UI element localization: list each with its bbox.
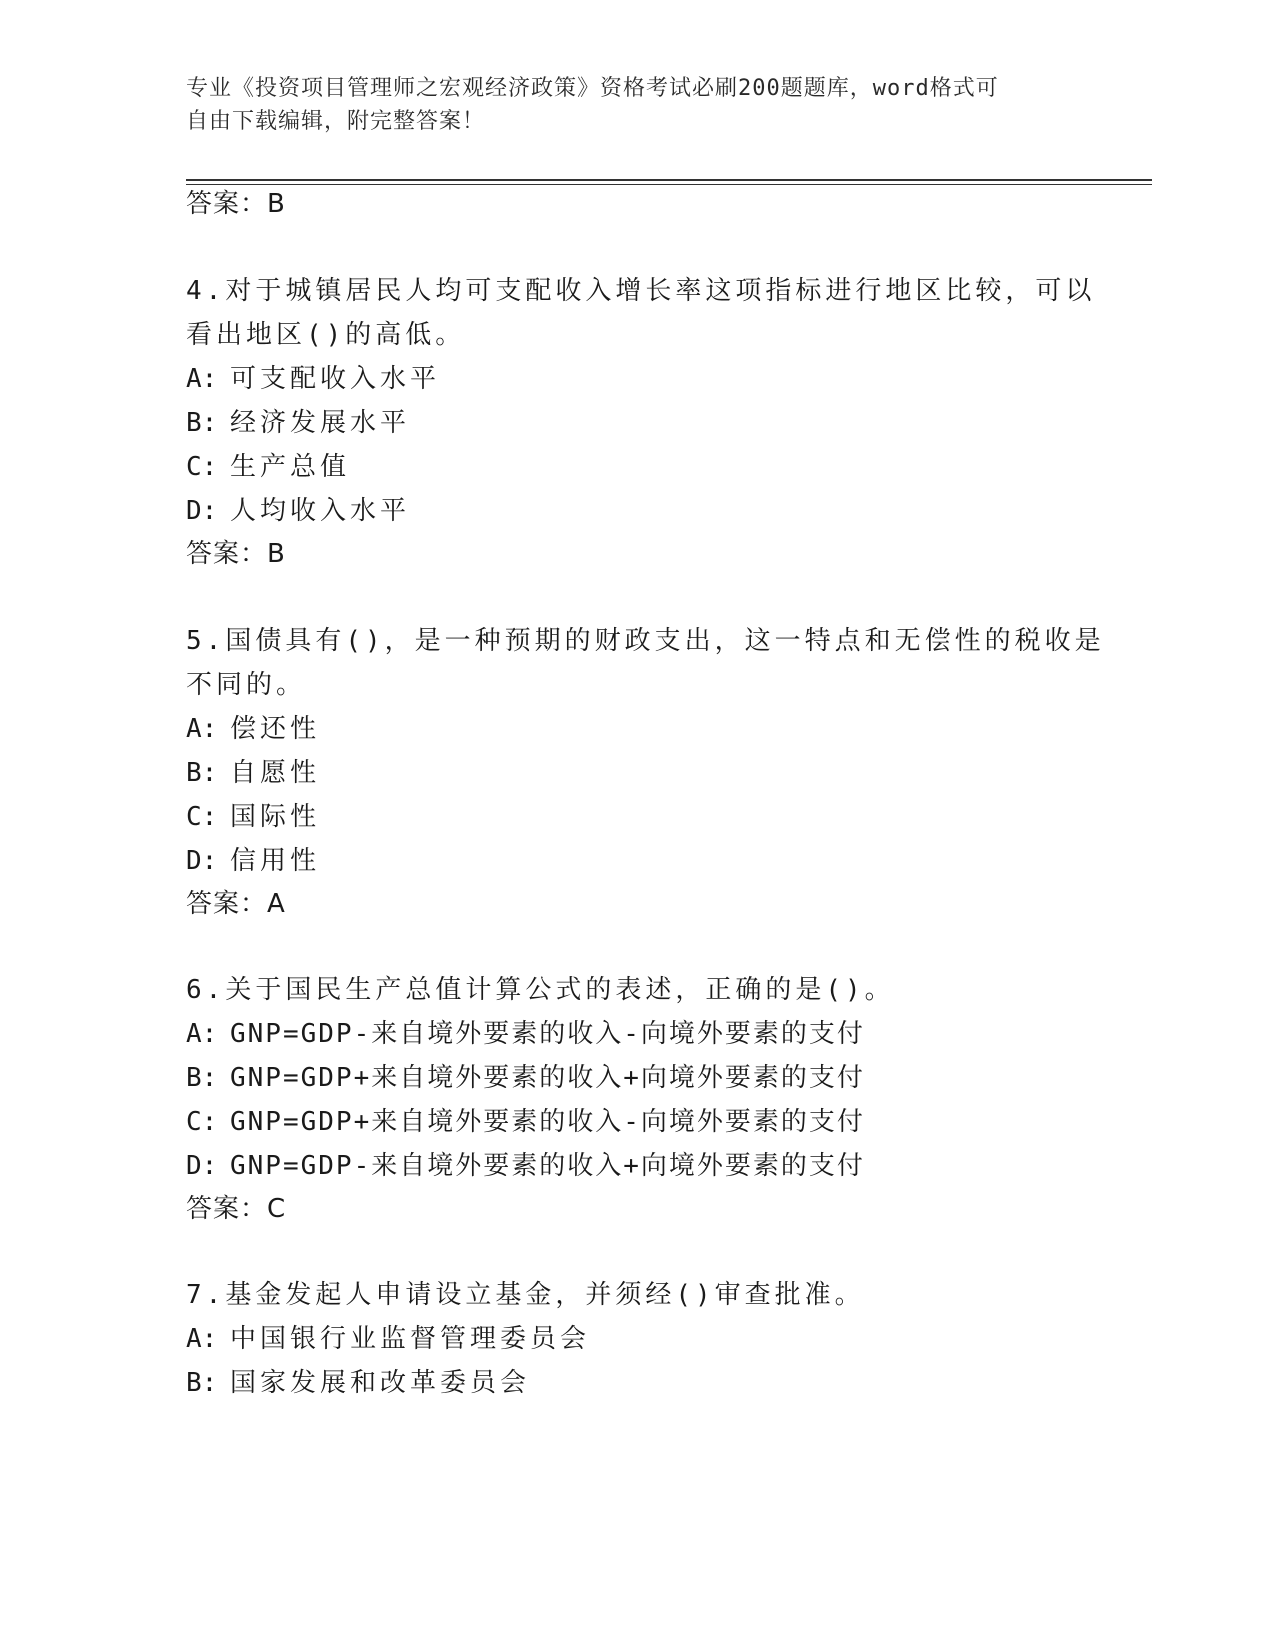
option-text: GNP=GDP+来自境外要素的收入+向境外要素的支付 xyxy=(230,1063,865,1093)
answer-value: B xyxy=(267,539,286,569)
option-d xyxy=(186,1148,865,1184)
option-key: A: xyxy=(186,1324,218,1354)
option-key: A: xyxy=(186,364,218,394)
option-a xyxy=(186,361,440,397)
option-key: A: xyxy=(186,1019,218,1049)
option-b xyxy=(186,1060,865,1096)
option-key: B: xyxy=(186,408,218,438)
option-a xyxy=(186,711,320,747)
question-text: 关于国民生产总值计算公式的表述，正确的是()。 xyxy=(225,975,895,1005)
option-b xyxy=(186,1365,530,1401)
header-divider xyxy=(186,179,1152,181)
answer-label: 答案： xyxy=(186,1194,268,1224)
question-text: 对于城镇居民人均可支配收入增长率这项指标进行地区比较，可以 xyxy=(225,276,1096,306)
option-c xyxy=(186,449,350,485)
option-text: 中国银行业监督管理委员会 xyxy=(230,1324,591,1354)
question-number: 6. xyxy=(186,975,226,1005)
question-text: 不同的。 xyxy=(186,670,307,700)
question-stem xyxy=(186,273,1095,309)
header-divider-thin xyxy=(186,184,1152,185)
question-stem-continued xyxy=(186,317,465,353)
option-key: D: xyxy=(186,846,218,876)
option-key: C: xyxy=(186,802,218,832)
option-d xyxy=(186,493,410,529)
answer-value: B xyxy=(267,189,286,219)
option-key: B: xyxy=(186,758,218,788)
option-key: D: xyxy=(186,1151,218,1181)
answer-value: C xyxy=(267,1194,287,1224)
question-text: 国债具有()，是一种预期的财政支出，这一特点和无偿性的税收是 xyxy=(225,626,1105,656)
option-key: A: xyxy=(186,714,218,744)
question-number: 7. xyxy=(186,1280,226,1310)
option-text: GNP=GDP+来自境外要素的收入-向境外要素的支付 xyxy=(230,1107,865,1137)
question-stem xyxy=(186,1277,865,1313)
option-key: B: xyxy=(186,1368,218,1398)
question-number: 4. xyxy=(186,276,226,306)
option-a xyxy=(186,1016,865,1052)
question-text: 看出地区()的高低。 xyxy=(186,320,466,350)
document-header xyxy=(186,72,1066,138)
option-c xyxy=(186,799,320,835)
option-b xyxy=(186,755,320,791)
option-text: 人均收入水平 xyxy=(230,496,411,526)
answer-line xyxy=(186,536,286,572)
option-text: GNP=GDP-来自境外要素的收入+向境外要素的支付 xyxy=(230,1151,865,1181)
question-number: 5. xyxy=(186,626,226,656)
answer-line xyxy=(186,186,286,222)
option-b xyxy=(186,405,410,441)
option-text: 生产总值 xyxy=(230,452,351,482)
answer-label: 答案： xyxy=(186,539,268,569)
answer-label: 答案： xyxy=(186,189,268,219)
option-text: 经济发展水平 xyxy=(230,408,411,438)
option-d xyxy=(186,843,320,879)
answer-line xyxy=(186,1191,286,1227)
option-key: D: xyxy=(186,496,218,526)
option-c xyxy=(186,1104,865,1140)
option-key: B: xyxy=(186,1063,218,1093)
option-text: 国际性 xyxy=(230,802,321,832)
question-stem xyxy=(186,972,895,1008)
option-key: C: xyxy=(186,1107,218,1137)
option-text: 偿还性 xyxy=(230,714,321,744)
question-stem-continued xyxy=(186,667,306,703)
question-text: 基金发起人申请设立基金，并须经()审查批准。 xyxy=(225,1280,865,1310)
option-text: 国家发展和改革委员会 xyxy=(230,1368,531,1398)
option-a xyxy=(186,1321,590,1357)
option-key: C: xyxy=(186,452,218,482)
header-title-line1: 专业《投资项目管理师之宏观经济政策》资格考试必刷200题题库，word格式可 xyxy=(186,76,999,101)
option-text: 可支配收入水平 xyxy=(230,364,441,394)
answer-label: 答案： xyxy=(186,889,268,919)
answer-line xyxy=(186,886,286,922)
answer-value: A xyxy=(267,889,286,919)
option-text: 自愿性 xyxy=(230,758,321,788)
option-text: GNP=GDP-来自境外要素的收入-向境外要素的支付 xyxy=(230,1019,865,1049)
header-title-line2: 自由下载编辑，附完整答案！ xyxy=(186,109,486,134)
question-stem xyxy=(186,623,1105,659)
option-text: 信用性 xyxy=(230,846,321,876)
